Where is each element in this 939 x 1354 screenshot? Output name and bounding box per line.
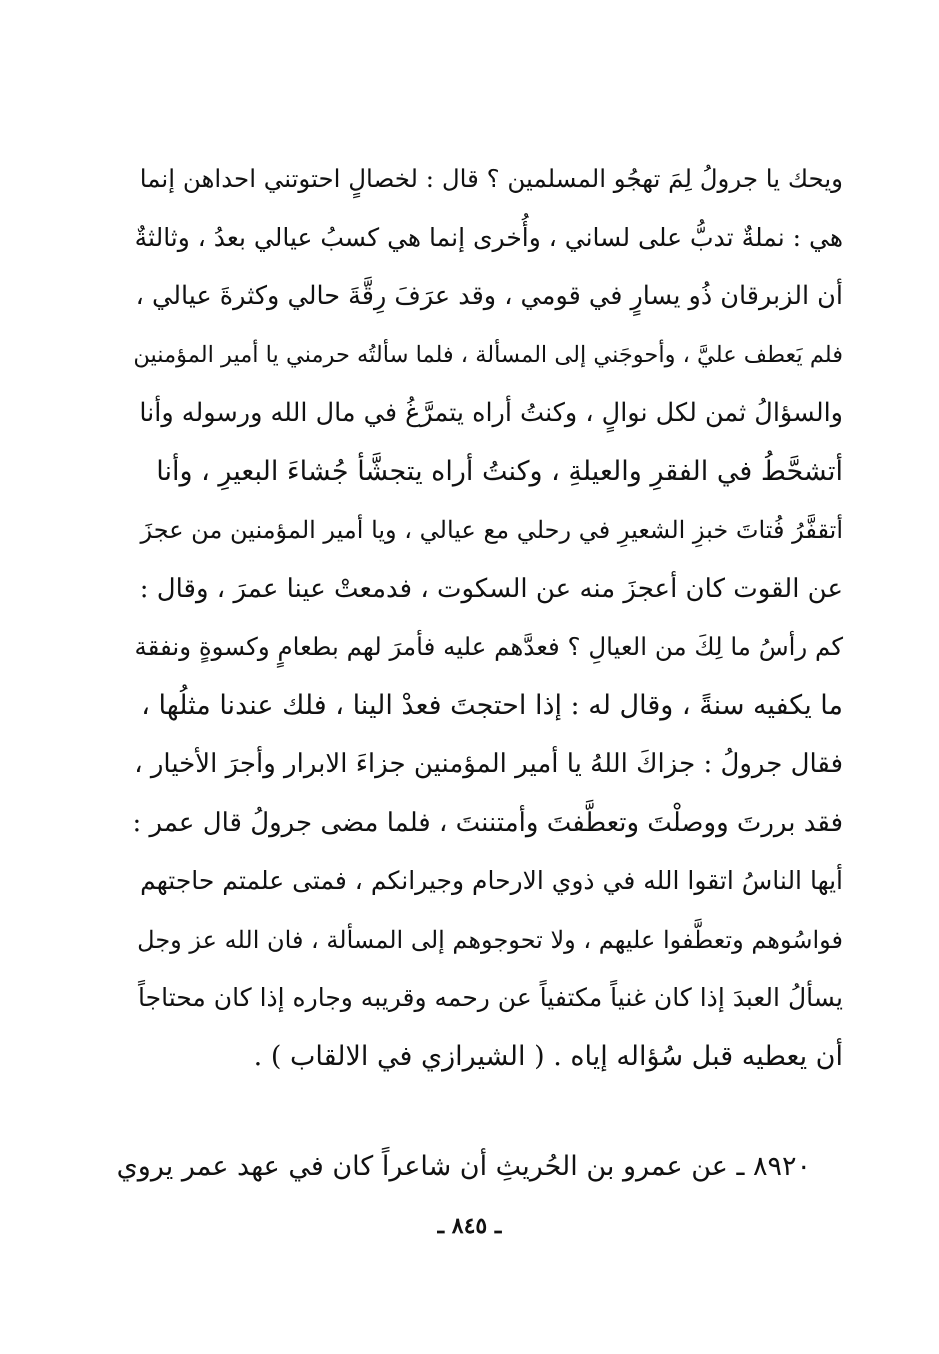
text-line: أن الزبرقان ذُو يسارٍ في قومي ، وقد عرَفَ رِقَّةَ حالي وكثرةَ عيالي ، <box>135 281 843 311</box>
text-line: أتقفَّرُ فُتاتَ خبزِ الشعيرِ في رحلي مع عيالي ، ويا أمير المؤمنين من عجزَ <box>140 516 843 544</box>
text-line: فواسُوهم وتعطَّفوا عليهم ، ولا تحوجوهم إلى المسألة ، فان الله عز وجل <box>137 925 843 954</box>
text-line: ما يكفيه سنةً ، وقال له : إذا احتجتَ فعدْ الينا ، فلك عندنا مثلُها ، <box>141 689 843 721</box>
text-line: كم رأسُ ما لِكَ من العيالِ ؟ فعدَّهم عليه فأمرَ لهم بطعامٍ وكسوةٍ ونفقة <box>134 632 843 661</box>
text-line: أن يعطيه قبل سُؤاله إياه . ( الشيرازي في الالقاب ) . <box>253 1040 843 1072</box>
text-line: أتشحَّطُ في الفقرِ والعيلةِ ، وكنتُ أراه يتجشَّأ جُشاءَ البعيرِ ، وأنا <box>156 455 843 487</box>
text-line: أيها الناسُ اتقوا الله في ذوي الارحام وجيرانكم ، فمتى علمتم حاجتهم <box>140 866 843 895</box>
text-line: والسؤالُ ثمن لكل نوالٍ ، وكنتُ أراه يتمرَّغُ في مال الله ورسوله وأنا <box>139 398 843 428</box>
text-line: فلم يَعطف عليَّ ، وأحوجَني إلى المسألة ، فلما سألتُه حرمني يا أمير المؤمنين <box>133 341 843 368</box>
next-entry-line: ٨٩٢٠ ـ عن عمرو بن الحُريثِ أن شاعراً كان في عهد عمر يروي <box>116 1151 811 1182</box>
text-line: فقال جرولُ : جزاكَ اللهُ يا أمير المؤمنين جزاءَ الابرار وأجرَ الأخيار ، <box>134 749 843 779</box>
text-line: فقد بررتَ ووصلْتَ وتعطَّفتَ وأمتننتَ ، فلما مضى جرولُ قال عمر : <box>132 807 843 838</box>
text-line: ويحك يا جرولُ لِمَ تهجُو المسلمين ؟ قال : لخصالٍ احتوتني احداهن إنما <box>139 164 843 193</box>
page-number: ـ ٨٤٥ ـ <box>437 1213 502 1239</box>
text-line: يسألُ العبدَ إذا كان غنياً مكتفياً عن رحمه وقريبه وجاره إذا كان محتاجاً <box>138 983 843 1012</box>
body-text <box>128 150 843 1086</box>
text-line: هي : نملةٌ تدبُّ على لساني ، وأُخرى إنما هي كسبُ عيالي بعدُ ، وثالثةٌ <box>134 222 843 252</box>
text-line: عن القوت كان أعجزَ منه عن السكوت ، فدمعتْ عينا عمرَ ، وقال : <box>139 573 843 604</box>
